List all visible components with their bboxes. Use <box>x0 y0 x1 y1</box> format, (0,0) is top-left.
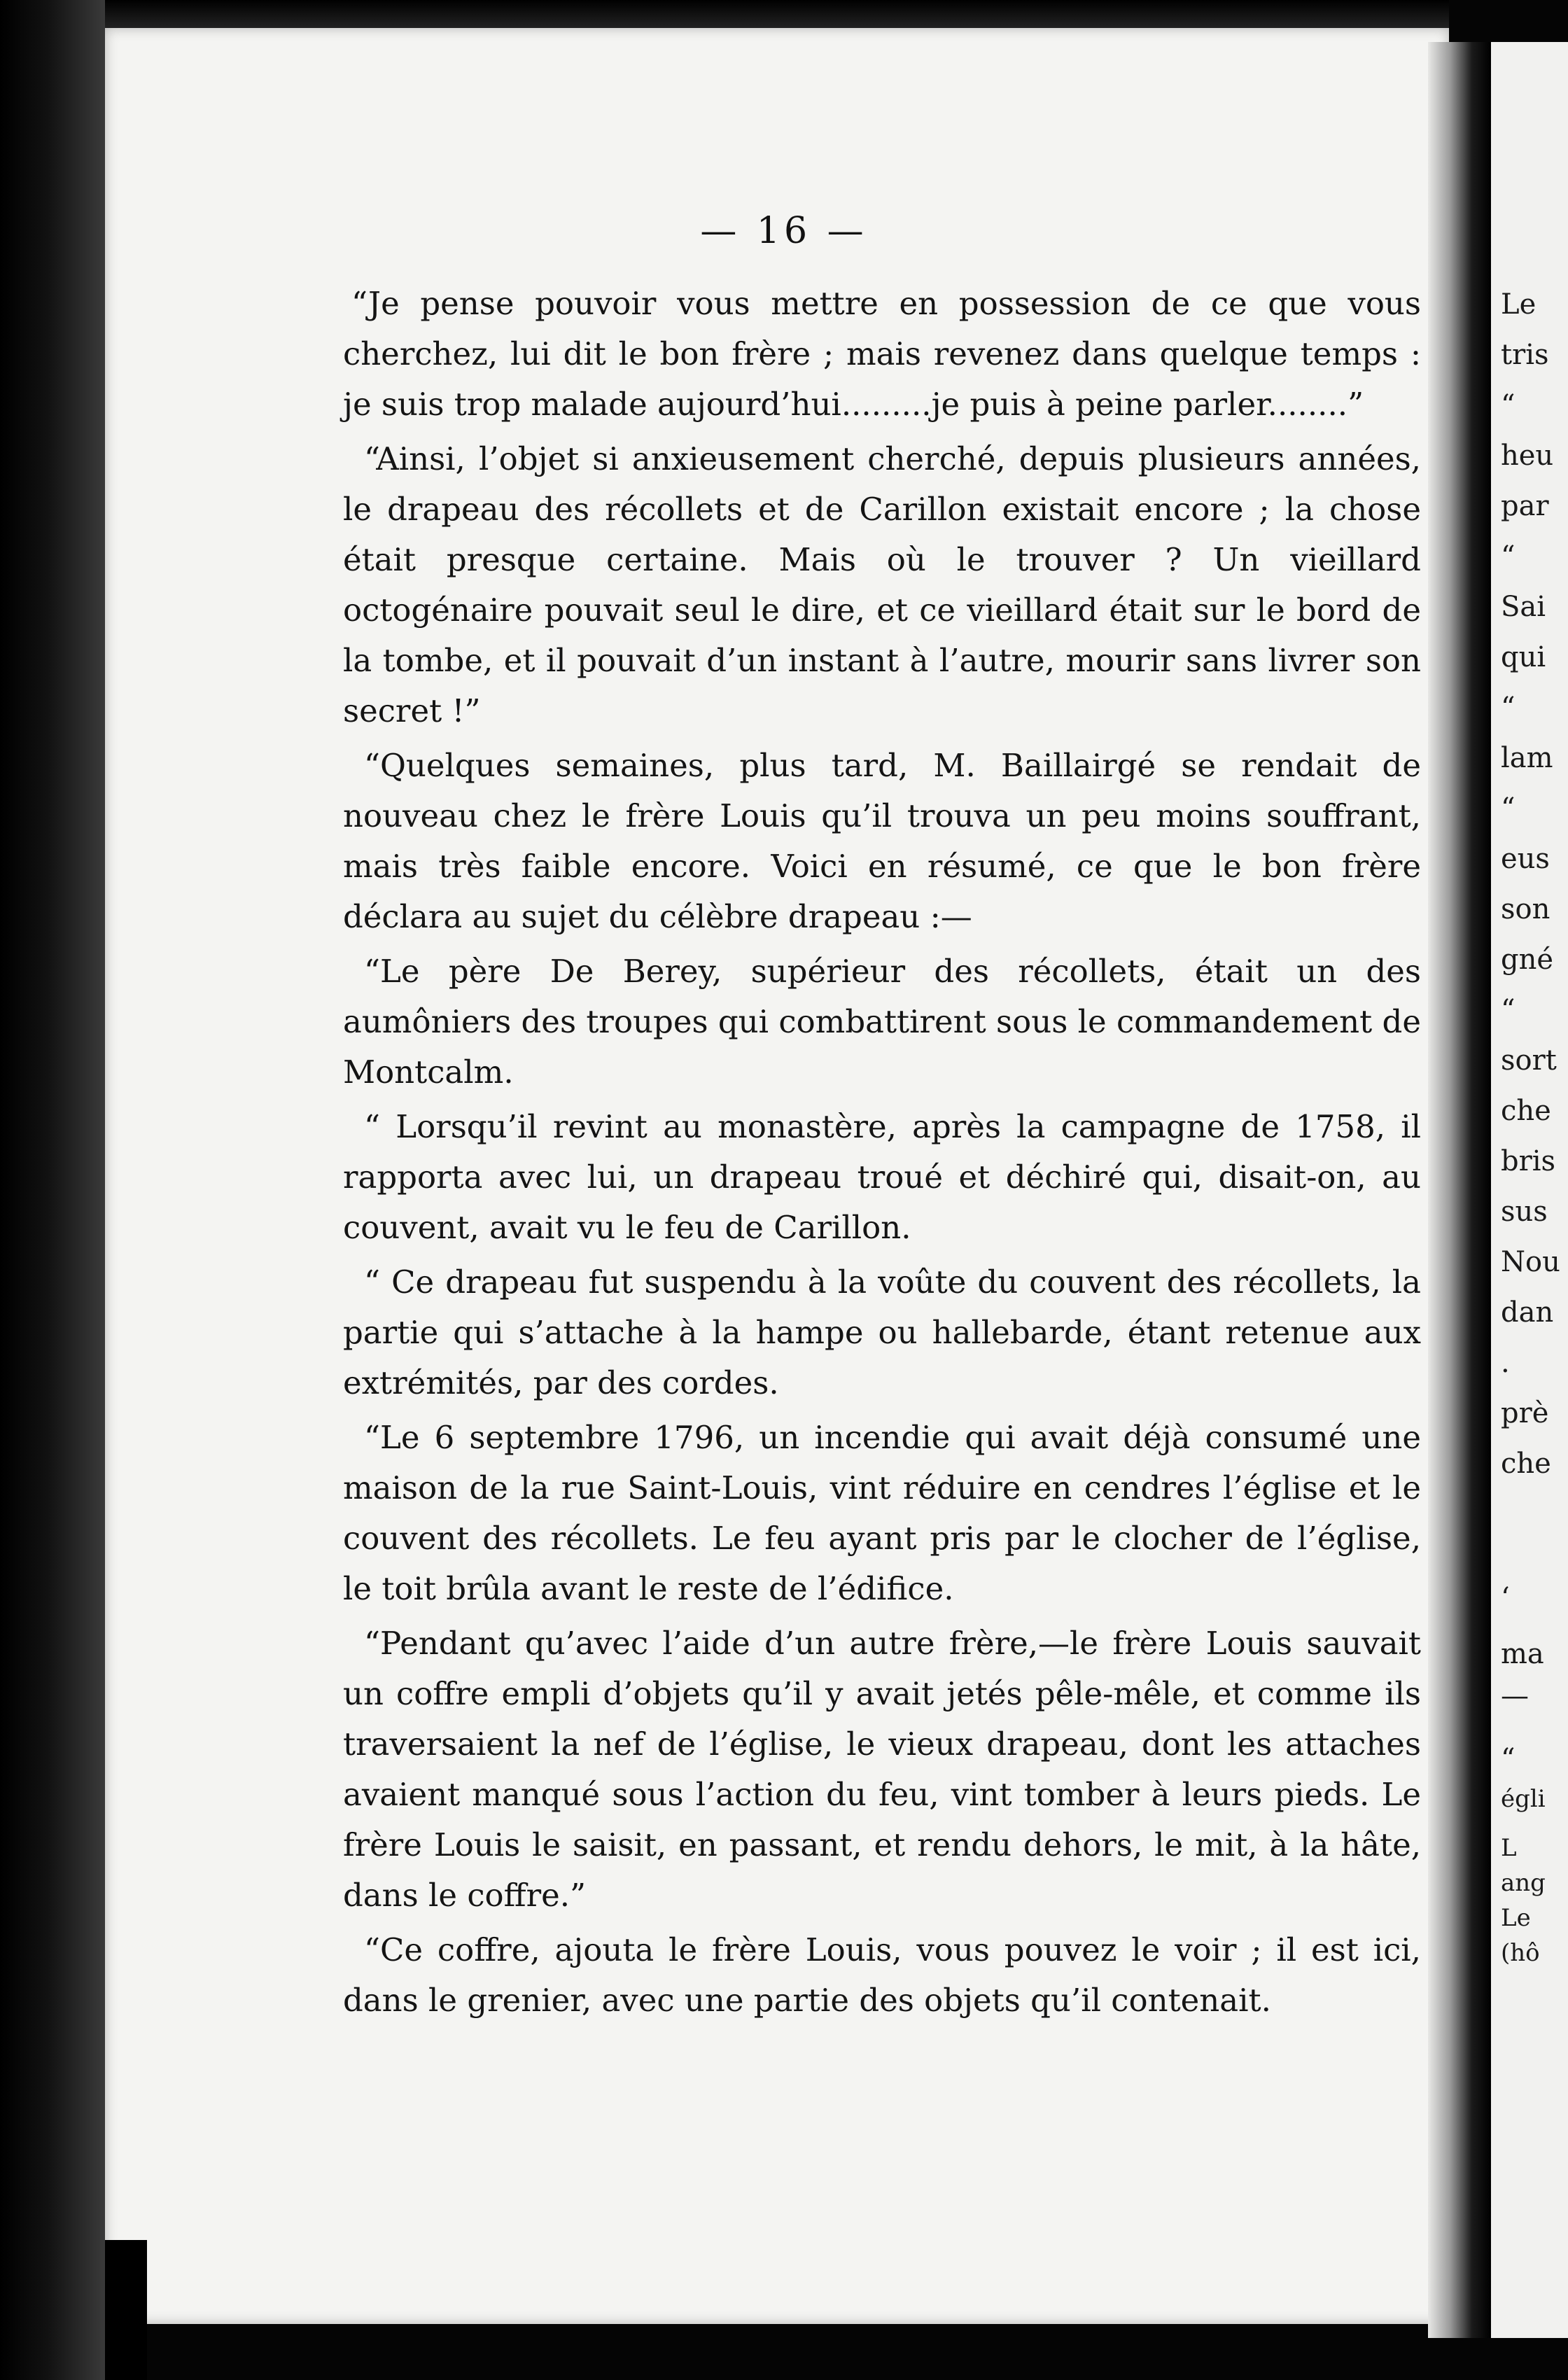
next-page-fragment: tris <box>1501 339 1549 371</box>
next-page-fragment: che <box>1501 1095 1551 1127</box>
book-gutter-shadow <box>1428 42 1491 2338</box>
scan-left-border <box>0 0 105 2380</box>
paragraph-8: “Pendant qu’avec l’aide d’un autre frère,—le frère Louis sauvait un coffre empli d’objets qu’il y avait jetés pêle-mêle, et comme ils traversaient la nef de l’église, le vieux drapeau, dont les attaches avaient manqué sous l’action du feu, vint tomber à leurs pieds. Le frère Louis le saisit, en passant, et rendu dehors, le mit, à la hâte, dans le coffre.” <box>343 1625 1421 1914</box>
next-page-fragment: “ <box>1501 792 1516 825</box>
next-page-fragment: son <box>1501 893 1550 925</box>
next-page-fragment: égli <box>1501 1785 1546 1813</box>
scan-corner-shadow <box>105 2240 147 2380</box>
next-page-fragment: “ <box>1501 692 1516 724</box>
next-page-fragment: lam <box>1501 742 1553 774</box>
paragraph-3: “Quelques semaines, plus tard, M. Baillairgé se rendait de nouveau chez le frère Louis qu’il trouva un peu moins souffrant, mais très faible encore. Voici en résumé, ce que le bon frère déclara au sujet du célèbre drapeau :— <box>343 747 1421 935</box>
paragraph-6: “ Ce drapeau fut suspendu à la voûte du couvent des récollets, la partie qui s’attache à la hampe ou hallebarde, étant retenue aux extrémités, par des cordes. <box>343 1264 1421 1401</box>
next-page-fragment: sort <box>1501 1044 1557 1077</box>
next-page-fragment: gné <box>1501 944 1554 976</box>
next-page-fragment: (hô <box>1501 1939 1540 1967</box>
next-page-fragment: ‘ <box>1501 1582 1510 1614</box>
page-number: — 16 — <box>700 210 868 252</box>
next-page-fragment: — <box>1501 1680 1529 1712</box>
next-page-fragment: “ <box>1501 540 1516 573</box>
paragraph-9: “Ce coffre, ajouta le frère Louis, vous pouvez le voir ; il est ici, dans le grenier, avec une partie des objets qu’il contenait. <box>343 1931 1421 2019</box>
paragraph-2: “Ainsi, l’objet si anxieusement cherché, depuis plusieurs années, le drapeau des récollets et de Carillon existait encore ; la chose était presque certaine. Mais où le trouver ? Un vieillard octogénaire pouvait seul le dire, et ce vieillard était sur le bord de la tombe, et il pouvait d’un instant à l’autre, mourir sans livrer son secret !” <box>343 440 1421 729</box>
next-page-fragment: sus <box>1501 1196 1548 1228</box>
next-page-fragment: “ <box>1501 1743 1516 1775</box>
next-page-fragment: ang <box>1501 1869 1546 1897</box>
next-page-fragment: “ <box>1501 389 1516 421</box>
next-page-fragment: L <box>1501 1834 1517 1862</box>
next-page-fragment: Sai <box>1501 591 1546 623</box>
paragraph-1: “Je pense pouvoir vous mettre en possession de ce que vous cherchez, lui dit le bon frère ; mais revenez dans quelque temps : je suis trop malade aujourd’hui.........je puis à peine parler........” <box>343 285 1421 423</box>
next-page-fragment: qui <box>1501 641 1546 673</box>
scan-top-border <box>105 0 1449 28</box>
next-page-fragment: bris <box>1501 1145 1556 1177</box>
next-page-fragment: “ <box>1501 994 1516 1026</box>
next-page-fragment: ma <box>1501 1638 1544 1670</box>
next-page-fragment: eus <box>1501 843 1550 875</box>
next-page-edge <box>1491 42 1568 2338</box>
next-page-fragment: prè <box>1501 1397 1549 1429</box>
next-page-fragment: par <box>1501 490 1549 522</box>
next-page-fragment: heu <box>1501 440 1554 472</box>
next-page-fragment: Le <box>1501 288 1536 321</box>
page-body <box>343 279 1421 2026</box>
paragraph-4: “Le père De Berey, supérieur des récollets, était un des aumôniers des troupes qui combattirent sous le commandement de Montcalm. <box>343 953 1421 1091</box>
paragraph-5: “ Lorsqu’il revint au monastère, après la campagne de 1758, il rapporta avec lui, un drapeau troué et déchiré qui, disait-on, au couvent, avait vu le feu de Carillon. <box>343 1108 1421 1246</box>
next-page-fragment: Nou <box>1501 1246 1560 1278</box>
next-page-fragment: che <box>1501 1448 1551 1480</box>
next-page-fragment: dan <box>1501 1296 1554 1329</box>
paragraph-7: “Le 6 septembre 1796, un incendie qui avait déjà consumé une maison de la rue Saint-Louis, vint réduire en cendres l’église et le couvent des récollets. Le feu ayant pris par le clocher de l’église, le toit brûla avant le reste de l’édifice. <box>343 1419 1421 1607</box>
next-page-fragment: Le <box>1501 1904 1531 1932</box>
next-page-fragment: . <box>1501 1347 1510 1379</box>
